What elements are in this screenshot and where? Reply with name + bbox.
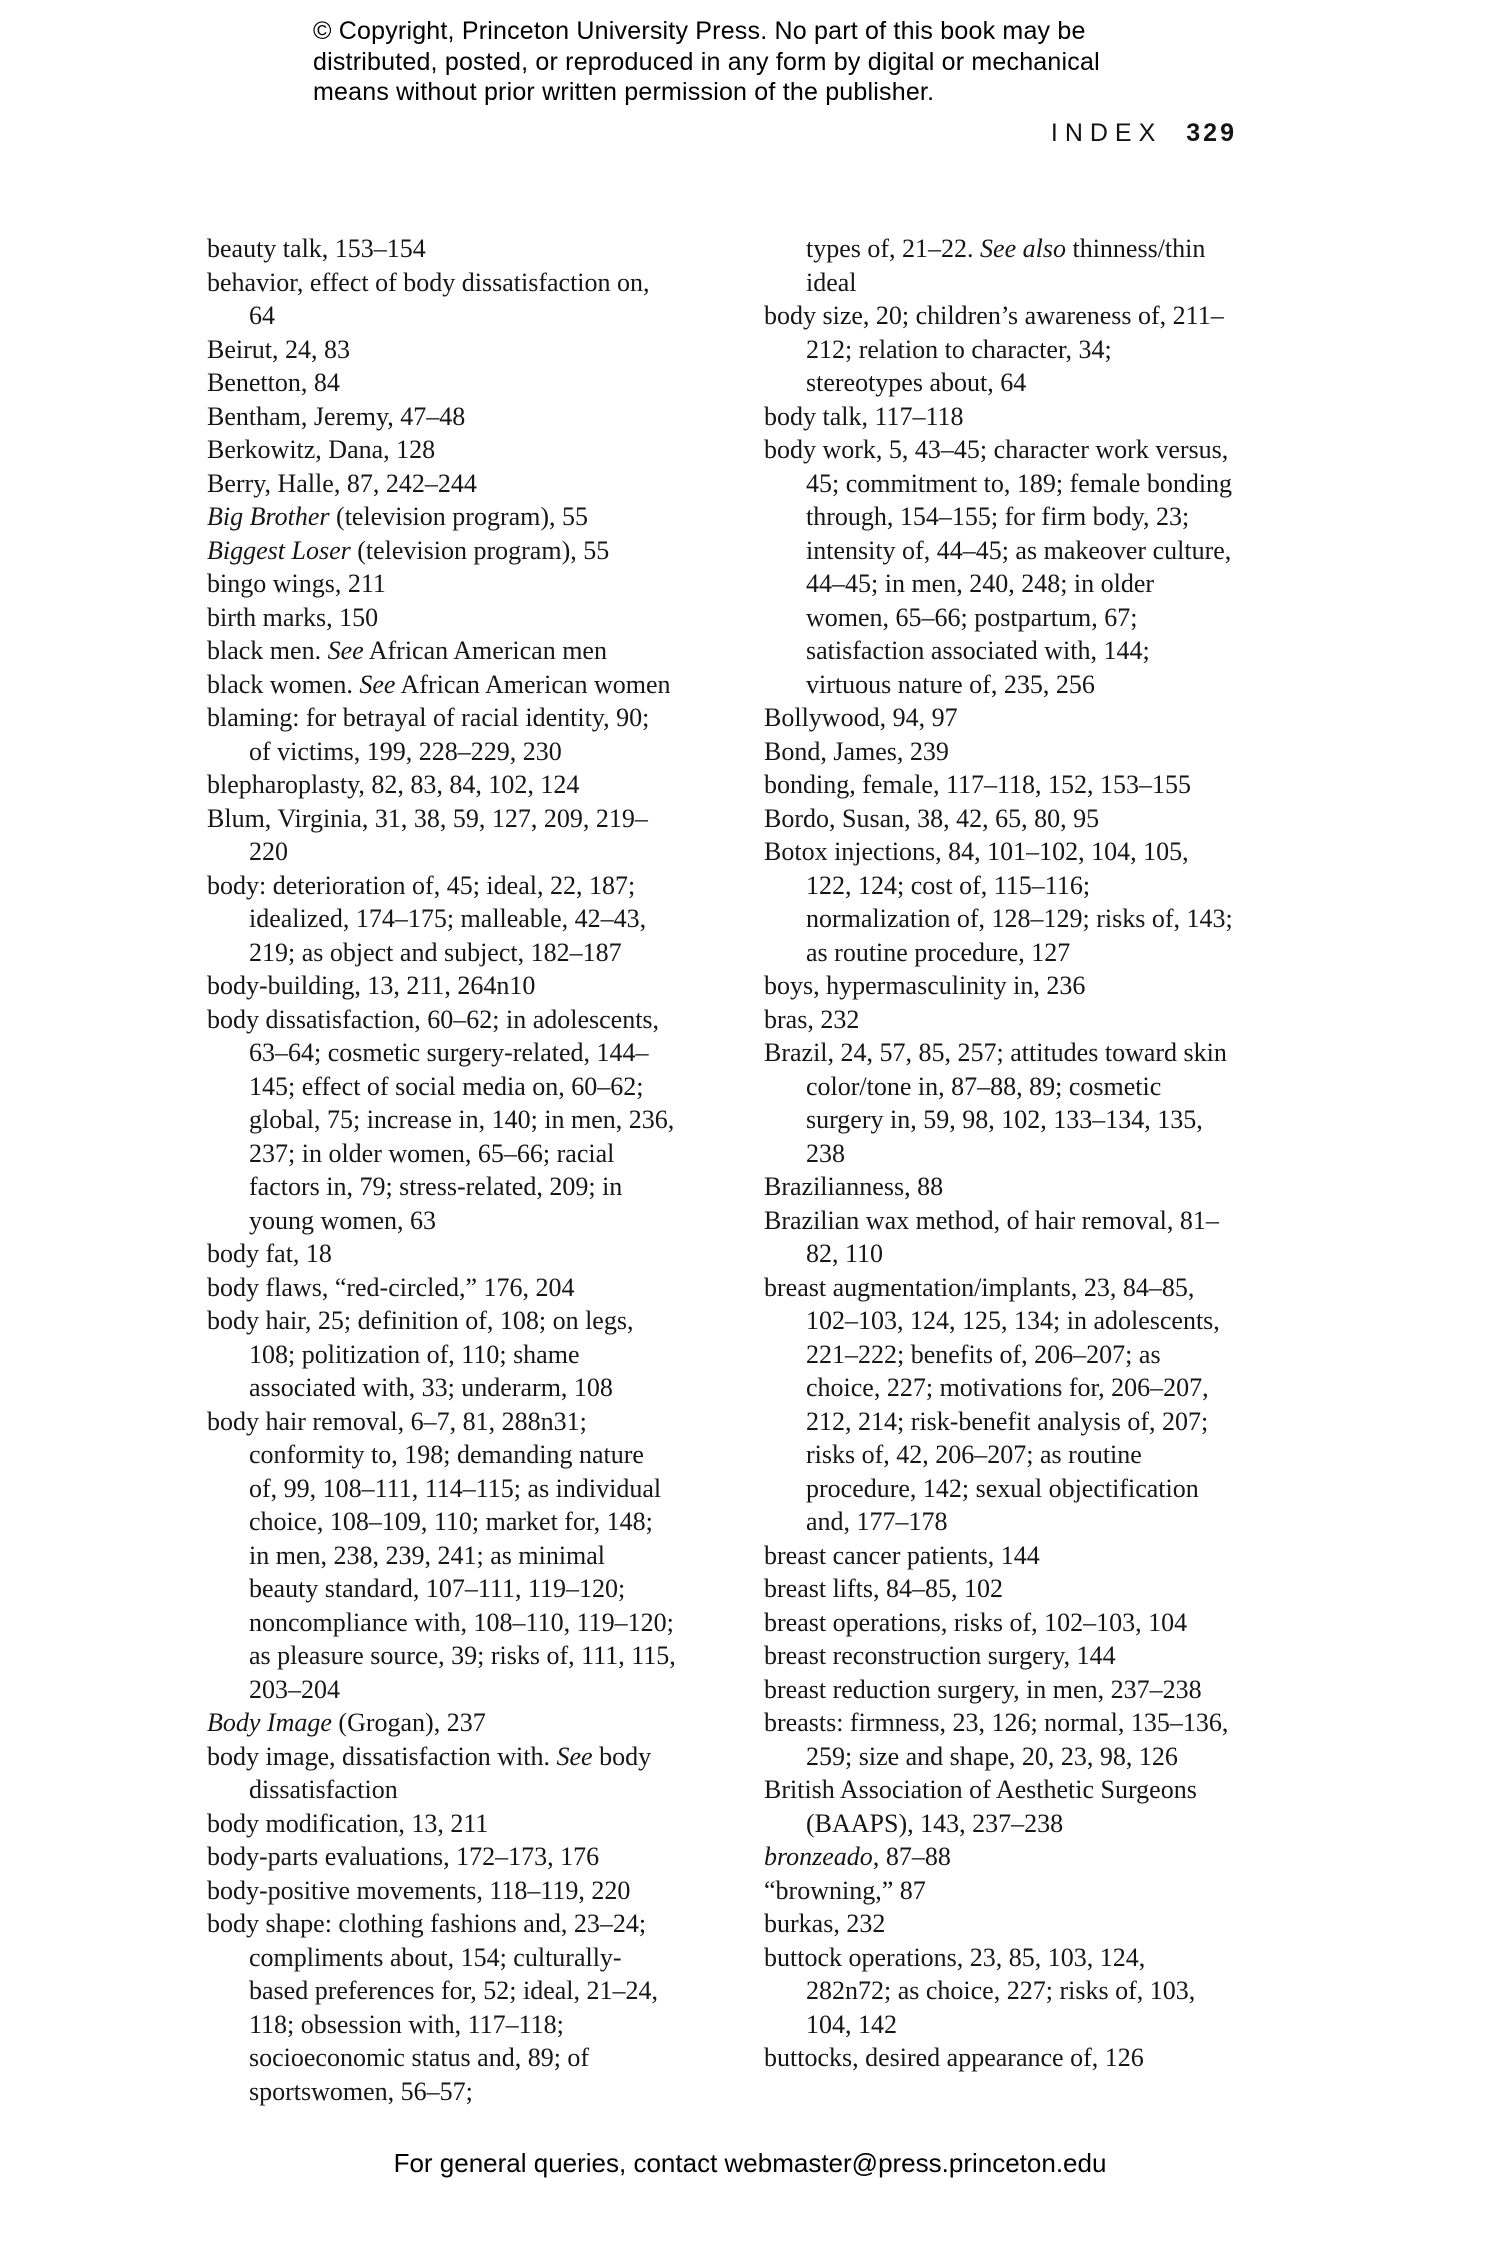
index-entry [764, 1773, 1234, 1840]
index-entry-text: buttocks, desired appearance of, 126 [764, 2043, 1144, 2072]
footer-contact: For general queries, contact webmaster@press.princeton.edu [393, 2148, 1107, 2178]
index-entry [764, 735, 1234, 769]
index-entry-text: Bollywood, 94, 97 [764, 703, 958, 732]
index-entry [207, 333, 677, 367]
index-entry-text: body: deterioration of, 45; ideal, 22, 187; idealized, 174–175; malleable, 42–43, 219; as object and subject, 182–187 [207, 870, 647, 967]
index-entry [764, 701, 1234, 735]
index-entry-text: blaming: for betrayal of racial identity, 90; of victims, 199, 228–229, 230 [207, 703, 650, 766]
index-entry-text: thinness/thin ideal [806, 234, 1206, 297]
index-entry-text: body flaws, “red-circled,” 176, 204 [207, 1272, 575, 1302]
index-entry-text: body fat, 18 [207, 1239, 332, 1268]
index-entry [207, 969, 677, 1003]
index-entry [764, 768, 1234, 802]
index-entry-text: behavior, effect of body dissatisfaction on, 64 [207, 267, 650, 330]
index-entry [207, 266, 677, 333]
index-entry-text: breast reconstruction surgery, 144 [764, 1641, 1116, 1670]
index-entry-italic-text: bronzeado, [764, 1842, 880, 1871]
index-entry-text: (television program), 55 [350, 535, 610, 565]
index-entry-text: (Grogan), 237 [331, 1708, 486, 1737]
index-entry-text: types of, 21–22. [806, 234, 981, 263]
index-entry [207, 400, 677, 434]
index-entry-text: Berkowitz, Dana, 128 [207, 435, 436, 464]
index-entry [764, 1941, 1234, 2042]
index-entry-text: Bentham, Jeremy, 47–48 [207, 401, 466, 431]
index-entry [764, 232, 1234, 299]
index-column-right [764, 232, 1234, 2075]
index-entry-text: body dissatisfaction [249, 1741, 652, 1804]
index-entry-text: Botox injections, 84, 101–102, 104, 105, 122, 124; cost of, 115–116; normalization of, 128–129; risks of, 143; as routine procedure, 127 [764, 837, 1233, 967]
index-entry [207, 1405, 677, 1707]
index-entry [764, 1840, 1234, 1874]
index-entry [207, 467, 677, 501]
index-entry [207, 500, 677, 534]
index-entry [207, 768, 677, 802]
index-entry-italic-text: See [556, 1741, 593, 1771]
index-entry-text: African American women [395, 669, 671, 699]
page-number: 329 [1186, 119, 1237, 147]
index-entry [207, 869, 677, 970]
index-entry-text: body talk, 117–118 [764, 401, 964, 431]
index-entry [207, 802, 677, 869]
index-entry [764, 2041, 1234, 2075]
index-entry-text: African American men [363, 636, 607, 665]
index-entry-text: breasts: firmness, 23, 126; normal, 135–136, 259; size and shape, 20, 23, 98, 126 [764, 1708, 1229, 1771]
index-entry-text: Brazilian wax method, of hair removal, 81–82, 110 [764, 1205, 1219, 1268]
index-entry [764, 835, 1234, 969]
index-entry [764, 1673, 1234, 1707]
copyright-line: distributed, posted, or reproduced in any form by digital or mechanical [313, 47, 1100, 76]
index-entry [764, 1170, 1234, 1204]
index-entry-text: Bond, James, 239 [764, 736, 949, 766]
index-entry [207, 1271, 677, 1305]
index-entry [764, 802, 1234, 836]
index-entry [764, 1706, 1234, 1773]
index-entry [764, 1036, 1234, 1170]
index-column-left [207, 232, 677, 2108]
section-label: INDEX [1050, 119, 1163, 147]
index-entry [207, 567, 677, 601]
index-entry-text: black men. [207, 636, 328, 665]
index-entry-text: buttock operations, 23, 85, 103, 124, 282n72; as choice, 227; risks of, 103, 104, 142 [764, 1942, 1196, 2039]
copyright-line: © Copyright, Princeton University Press. No part of this book may be [313, 17, 1086, 45]
index-entry [764, 1271, 1234, 1539]
index-entry-italic-text: Big Brother [207, 502, 330, 531]
index-entry [764, 1204, 1234, 1271]
index-entry [207, 232, 677, 266]
index-entry [207, 534, 677, 568]
index-entry-text: bonding, female, 117–118, 152, 153–155 [764, 770, 1192, 799]
index-entry [207, 1840, 677, 1874]
index-entry-text: breast operations, risks of, 102–103, 104 [764, 1607, 1188, 1637]
index-entry [207, 1003, 677, 1238]
index-entry [207, 1807, 677, 1841]
index-entry-text: Brazil, 24, 57, 85, 257; attitudes toward skin color/tone in, 87–88, 89; cosmetic surgery in, 59, 98, 102, 133–134, 135, 238 [764, 1038, 1227, 1168]
index-entry [207, 701, 677, 768]
index-entry-text: blepharoplasty, 82, 83, 84, 102, 124 [207, 770, 580, 799]
index-entry-text: body shape: clothing fashions and, 23–24; compliments about, 154; culturally-based preferences for, 52; ideal, 21–24, 118; obsession with, 117–118; socioeconomic status and, 89; of sportswomen, 56–57; [207, 1909, 659, 2106]
index-entry [764, 969, 1234, 1003]
index-entry-text: bras, 232 [764, 1004, 860, 1034]
index-entry [207, 1706, 677, 1740]
index-entry [207, 433, 677, 467]
index-entry-text: burkas, 232 [764, 1909, 886, 1938]
index-entry [207, 634, 677, 668]
copyright-line: means without prior written permission of the publisher. [313, 78, 935, 106]
index-entry [764, 400, 1234, 434]
index-entry [764, 1606, 1234, 1640]
index-entry-text: body hair removal, 6–7, 81, 288n31; conformity to, 198; demanding nature of, 99, 108–111, 114–115; as individual choice, 108–109, 110; market for, 148; in men, 238, 239, 241; as minimal beauty standard, 107–111, 119–120; noncompliance with, 108–110, 119–120; as pleasure source, 39; risks of, 111, 115, 203–204 [207, 1406, 676, 1704]
index-entry [764, 433, 1234, 701]
index-entry-italic-text: See [359, 669, 396, 699]
index-entry [764, 299, 1234, 400]
index-entry-text: breast lifts, 84–85, 102 [764, 1574, 1004, 1603]
index-entry-text: Berry, Halle, 87, 242–244 [207, 468, 477, 498]
index-entry-text: breast reduction surgery, in men, 237–238 [764, 1674, 1202, 1704]
index-entry-italic-text: See [327, 636, 364, 665]
index-entry-text: (television program), 55 [329, 502, 589, 531]
index-entry-text: bingo wings, 211 [207, 569, 386, 598]
index-entry-text: beauty talk, 153–154 [207, 234, 426, 263]
index-entry-text: body modification, 13, 211 [207, 1808, 489, 1838]
index-entry-text: Bordo, Susan, 38, 42, 65, 80, 95 [764, 803, 1100, 833]
index-entry-text: Blum, Virginia, 31, 38, 59, 127, 209, 219–220 [207, 803, 648, 866]
index-entry-italic-text: Body Image [207, 1708, 332, 1737]
index-entry-text: Brazilianness, 88 [764, 1172, 944, 1201]
index-entry-text: birth marks, 150 [207, 602, 379, 632]
index-entry-text: body work, 5, 43–45; character work versus, 45; commitment to, 189; female bonding through, 154–155; for firm body, 23; intensity of, 44–45; as makeover culture, 44–45; in men, 240, 248; in older women, 65–66; postpartum, 67; satisfaction associated with, 144; virtuous nature of, 235, 256 [764, 435, 1233, 699]
index-entry-text: Beirut, 24, 83 [207, 334, 350, 364]
index-entry-text: body dissatisfaction, 60–62; in adolescents, 63–64; cosmetic surgery-related, 144–145; effect of social media on, 60–62; global, 75; increase in, 140; in men, 236, 237; in older women, 65–66; racial factors in, 79; stress-related, 209; in young women, 63 [207, 1004, 675, 1235]
index-entry-text: boys, hypermasculinity in, 236 [764, 971, 1086, 1000]
index-entry-text: body hair, 25; definition of, 108; on legs, 108; politization of, 110; shame associated with, 33; underarm, 108 [207, 1306, 634, 1402]
index-entry [764, 1539, 1234, 1573]
index-entry [207, 1304, 677, 1405]
index-entry [764, 1874, 1234, 1908]
index-entry [207, 1237, 677, 1271]
index-entry [207, 1874, 677, 1908]
index-entry [207, 1740, 677, 1807]
index-entry-text: breast augmentation/implants, 23, 84–85, 102–103, 124, 125, 134; in adolescents, 221–222; benefits of, 206–207; as choice, 227; motivations for, 206–207, 212, 214; risk-benefit analysis of, 207; risks of, 42, 206–207; as routine procedure, 142; sexual objectification and, 177–178 [764, 1272, 1220, 1536]
index-entry-text: breast cancer patients, 144 [764, 1540, 1040, 1570]
index-entry [764, 1907, 1234, 1941]
index-entry-text: Benetton, 84 [207, 368, 340, 397]
index-entry-italic-text: Biggest Loser [207, 535, 351, 565]
index-entry-text: body-positive movements, 118–119, 220 [207, 1875, 631, 1905]
index-entry-text: British Association of Aesthetic Surgeons (BAAPS), 143, 237–238 [764, 1775, 1197, 1838]
index-entry [764, 1639, 1234, 1673]
index-entry [207, 1907, 677, 2108]
index-entry-text: “browning,” 87 [764, 1875, 926, 1905]
index-entry-text: body-parts evaluations, 172–173, 176 [207, 1842, 600, 1871]
index-entry-text: body size, 20; children’s awareness of, 211–212; relation to character, 34; stereotypes about, 64 [764, 301, 1224, 397]
copyright-notice [313, 16, 1100, 108]
index-entry [207, 366, 677, 400]
index-entry [207, 668, 677, 702]
index-entry [764, 1003, 1234, 1037]
index-entry [764, 1572, 1234, 1606]
index-entry-italic-text: See also [980, 234, 1066, 263]
index-entry [207, 601, 677, 635]
index-entry-text: 87–88 [879, 1842, 951, 1871]
index-entry-text: body-building, 13, 211, 264n10 [207, 971, 536, 1000]
page-header [1051, 119, 1237, 148]
index-entry-text: black women. [207, 669, 360, 699]
index-entry-text: body image, dissatisfaction with. [207, 1741, 557, 1771]
